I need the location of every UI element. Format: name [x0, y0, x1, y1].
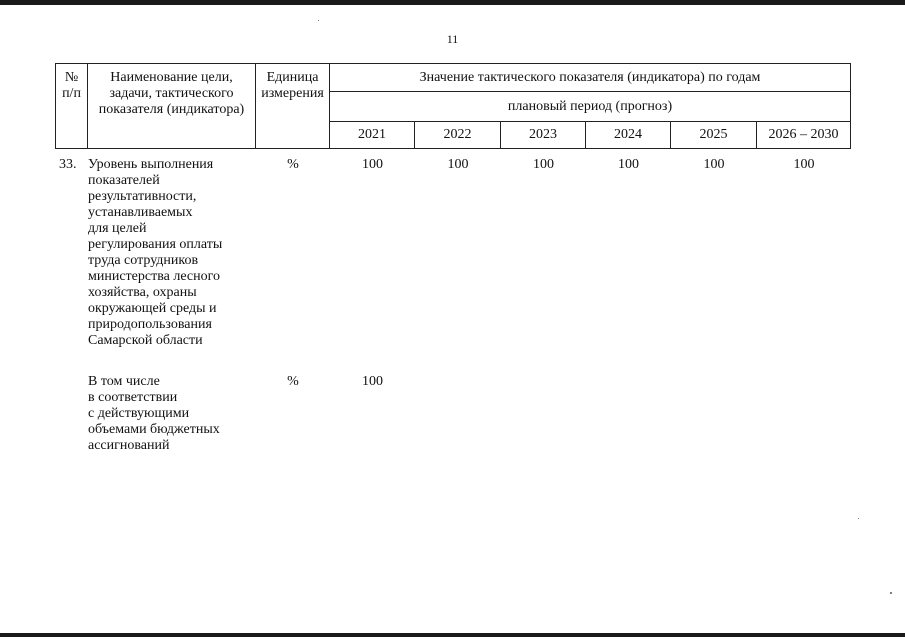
- row-33-name: Уровень выполнения показателей результативности, устанавливаемых для целей регулирования оплаты труда сотрудников министерства лесного хозяйства, охраны окружающей среды и природопользования Самарской области: [88, 157, 223, 348]
- header-year-2025: 2025: [671, 122, 757, 149]
- row-33-value-2021: 100: [362, 157, 383, 172]
- scan-speck: [858, 518, 859, 519]
- header-num: № п/п: [56, 64, 88, 149]
- row-33-value-2026-2030: 100: [793, 157, 815, 172]
- scan-speck: [890, 592, 892, 594]
- scan-edge-bottom: [0, 633, 905, 637]
- header-year-2023: 2023: [501, 122, 586, 149]
- header-values-title: Значение тактического показателя (индикатора) по годам: [330, 64, 851, 92]
- header-year-2026-2030: 2026 – 2030: [757, 122, 851, 149]
- row-33-num: 33.: [59, 157, 77, 172]
- row-33-unit: %: [287, 157, 299, 172]
- row-33-value-2024: 100: [618, 157, 639, 172]
- row-33-value-2022: 100: [447, 157, 469, 172]
- header-name: Наименование цели, задачи, тактического показателя (индикатора): [88, 64, 256, 149]
- row-33-value-2023: 100: [533, 157, 554, 172]
- header-period: плановый период (прогноз): [330, 92, 851, 122]
- header-unit: Единица измерения: [256, 64, 330, 149]
- scan-edge-top: [0, 0, 905, 5]
- row-33-sub-value-2021: 100: [362, 374, 383, 389]
- scan-speck: [318, 20, 319, 21]
- page-number: 11: [446, 32, 459, 46]
- header-year-2022: 2022: [415, 122, 501, 149]
- header-year-2024: 2024: [586, 122, 671, 149]
- row-33-sub-name: В том числе в соответствии с действующими объемами бюджетных ассигнований: [88, 374, 220, 453]
- header-year-2021: 2021: [330, 122, 415, 149]
- indicator-table-header: [55, 63, 851, 149]
- row-33-value-2025: 100: [703, 157, 725, 172]
- row-33-sub-unit: %: [287, 374, 299, 389]
